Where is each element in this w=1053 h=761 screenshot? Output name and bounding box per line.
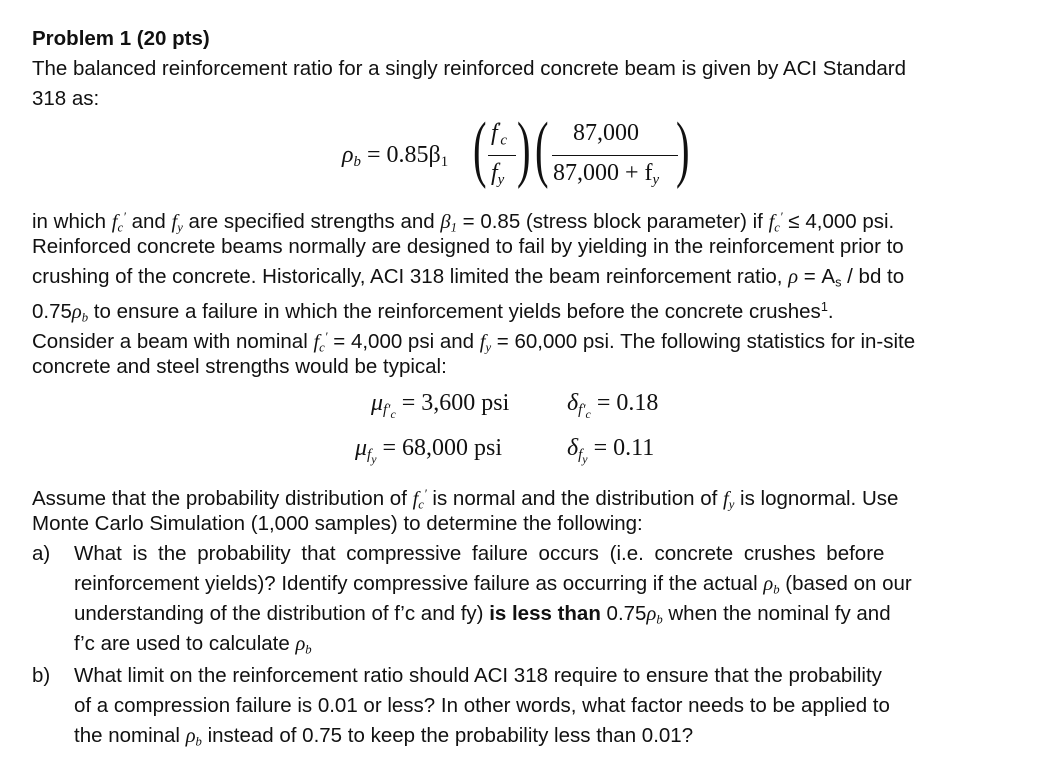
question-b-line-3: the nominal $\rho_b$ instead of 0.75 to keep the probability less than 0.01? <box>74 724 694 749</box>
cov-fc: $\delta_{f'_c} = 0.18$ <box>567 390 659 422</box>
intro-line-2: 318 as: <box>32 87 100 110</box>
body-line-4: $0.75\rho_b$ to ensure a failure in which the reinforcement yields before the concrete crushes$^1$. <box>32 299 834 325</box>
right-paren-1: ) <box>517 108 531 190</box>
fraction-bar-1 <box>488 155 516 156</box>
question-b-label: b) <box>32 664 51 687</box>
fraction-2-numerator: 87,000 <box>573 120 639 146</box>
question-a-line-3: understanding of the distribution of f’c and fy) is less than $0.75\rho_b$ when the nominal fy and <box>74 602 891 627</box>
fraction-bar-2 <box>552 155 678 156</box>
left-paren-2: ( <box>535 108 549 190</box>
mean-fy: $\mu_{f_y} = 68,000$ psi <box>355 435 503 467</box>
question-b-line-2: of a compression failure is 0.01 or less? In other words, what factor needs to be applied to <box>74 694 890 717</box>
fraction-1-numerator: $f'_c$ <box>491 120 507 149</box>
problem-title: Problem 1 (20 pts) <box>32 27 210 50</box>
question-a-line-2: reinforcement yields)? Identify compressive failure as occurring if the actual $\rho_b$ (based on our <box>74 572 912 597</box>
body-line-2: Reinforced concrete beams normally are designed to fail by yielding in the reinforcement prior to <box>32 235 904 258</box>
body-line-3: crushing of the concrete. Historically, ACI 318 limited the beam reinforcement ratio, $\rho = A_s$ / bd to <box>32 265 905 290</box>
body-line-5: Consider a beam with nominal $f_c' = 4,000$ psi and $f_y = 60,000$ psi. The following statistics for in-site <box>32 329 916 355</box>
left-paren-1: ( <box>473 108 487 190</box>
right-paren-2: ) <box>676 108 690 190</box>
question-a-line-4: f’c are used to calculate $\rho_b$ <box>74 632 312 657</box>
body-line-6: concrete and steel strengths would be typical: <box>32 355 447 378</box>
question-b-line-1: What limit on the reinforcement ratio should ACI 318 require to ensure that the probability <box>74 664 882 687</box>
fraction-2-denominator: $87,000 + f_y$ <box>553 160 660 189</box>
assume-line-2: Monte Carlo Simulation (1,000 samples) to determine the following: <box>32 512 643 535</box>
fraction-1-denominator: $f_y$ <box>491 160 505 189</box>
cov-fy: $\delta_{f_y} = 0.11$ <box>567 435 655 467</box>
assume-line-1: Assume that the probability distribution of $f_c'$ is normal and the distribution of $f_y$ is lognormal. Use <box>32 486 899 512</box>
body-line-1: in which $f_c'$ and $f_y$ are specified strengths and $\beta_1 = 0.85$ (stress block parameter) if $f_c' \le 4,000$ psi. <box>32 209 895 235</box>
intro-line-1: The balanced reinforcement ratio for a singly reinforced concrete beam is given by ACI Standard <box>32 57 906 80</box>
question-a-line-1: What is the probability that compressive failure occurs (i.e. concrete crushes before <box>74 542 885 565</box>
equation-lhs: $\rho_b = 0.85\beta_1$ <box>342 142 449 171</box>
mean-fc: $\mu_{f'_c} = 3,600$ psi <box>371 390 510 422</box>
question-a-label: a) <box>32 542 51 565</box>
